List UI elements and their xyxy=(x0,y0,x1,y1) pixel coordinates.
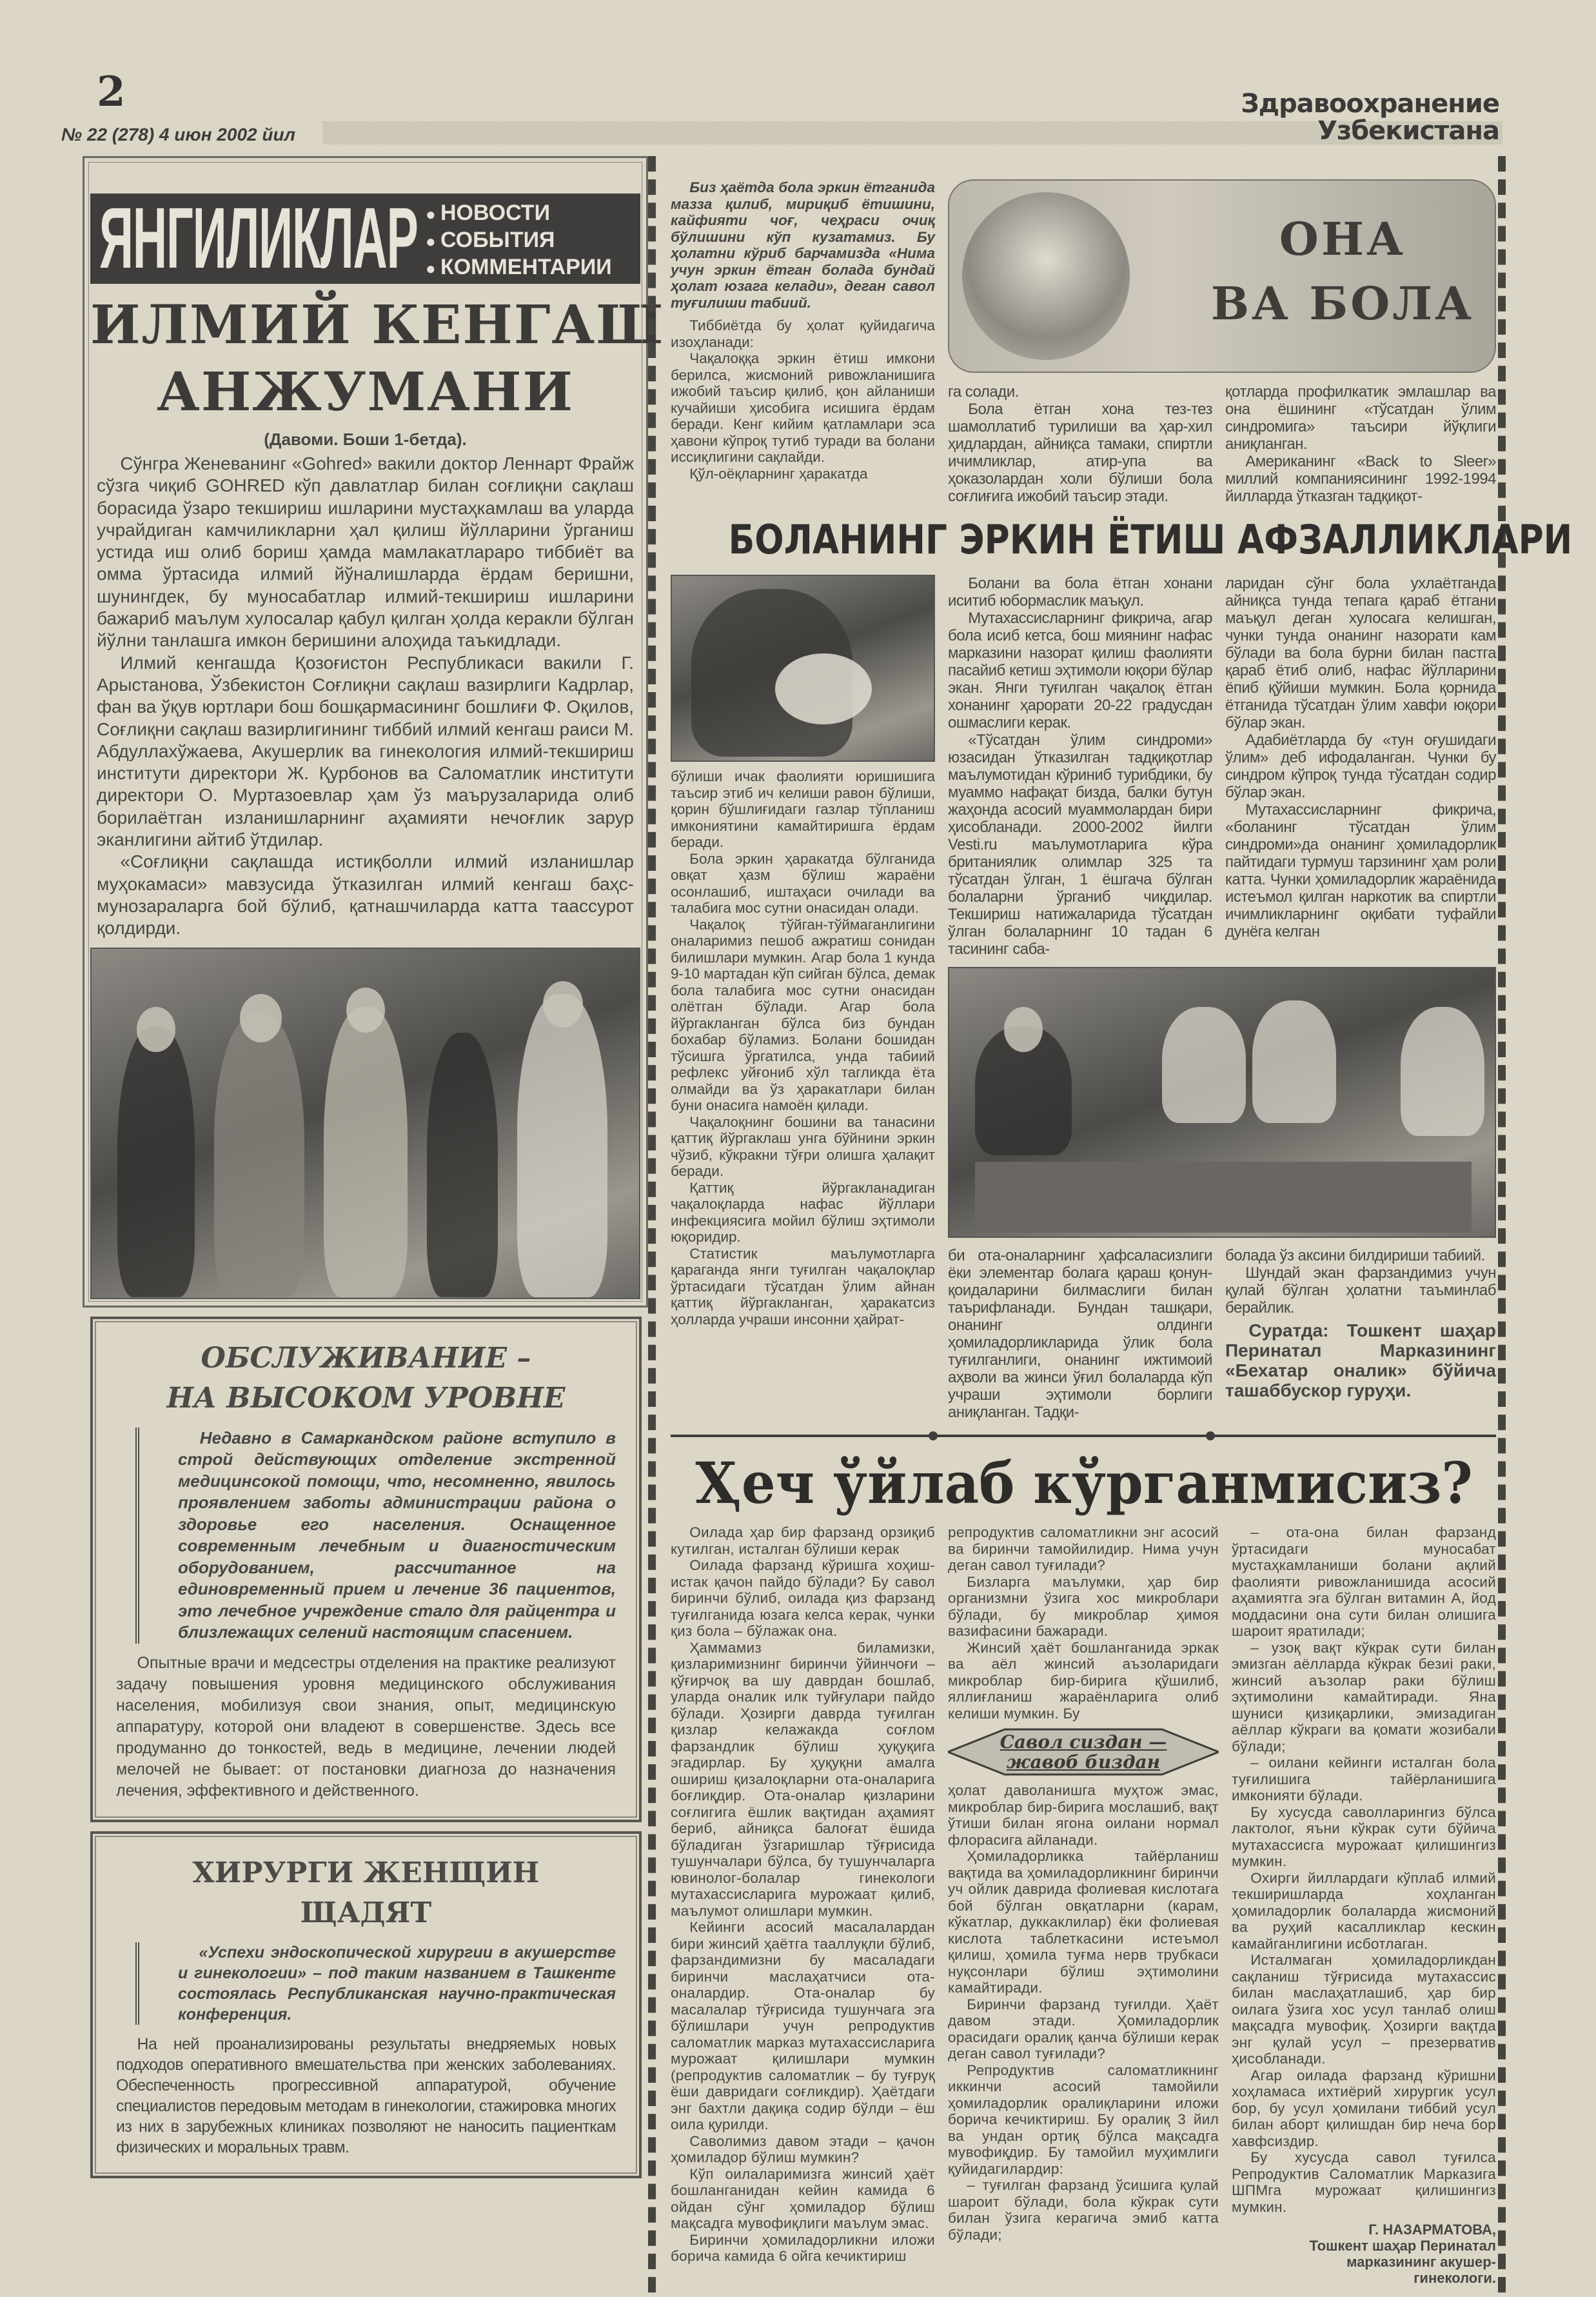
col4-bottom xyxy=(1225,1247,1496,1317)
paragraph: На ней проанализированы результаты внедряемых новых подходов оперативного вмешательства при женских заболеваниях. Обеспеченность прогрессивной аппаратурой, обучение специалистов передовым методам в гинекологии, стажировка многих из них в зарубежных клиниках позволяют не наносить пациенткам физических и моральных травм. xyxy=(116,2034,616,2156)
signature-name: Г. НАЗАРМАТОВА, xyxy=(1368,2222,1496,2238)
issue-date: № 22 (278) 4 июн 2002 йил xyxy=(61,124,295,144)
section-title-line1: ОНА xyxy=(1279,212,1406,266)
paragraph: Шундай экан фарзандимиз учун қулай бўлган ҳолатни таъминлаб берайлик. xyxy=(1225,1264,1496,1317)
paragraph: Исталмаган ҳомиладорликдан сақланиш тўғрисида мутахассис билан маслаҳатлашиб, ҳар бир оилага ўзига хос усул танлаб олиш мақсадга мувофиқ. Ҳозирги вақтда энг қулай усул – презерватив ҳисобланади. xyxy=(1232,1952,1496,2067)
masthead-line2: Узбекистана xyxy=(1317,116,1499,146)
photo-caption: Суратда: Тошкент шаҳар Перинатал Марказининг «Бехатар оналик» бўйича ташаббускор гуруҳи. xyxy=(1225,1320,1496,1400)
intro-column xyxy=(671,179,935,482)
qa-headline: Ҳеч ўйлаб кўрганмисиз? xyxy=(695,1449,1473,1516)
page-number: 2 xyxy=(97,68,126,116)
paragraph: Статистик маълумотларга қараганда янги туғилган чақалоқлар ўртасидаги тўсатдан ўлим айнан қаттиқ йўргакланган, ҳаракатсиз ҳолларда учраши инсонни ҳайрат- xyxy=(671,1245,935,1327)
service-article xyxy=(90,1317,642,1822)
paragraph: бўлиши ичак фаолияти юришишига таъсир этиб ич келиши равон бўлиши, қорин бўшлиғидаги газлар тўпланиш имкониятини камайтиришга ёрдам беради. xyxy=(671,768,935,850)
section-title-line2: ВА БОЛА xyxy=(1210,277,1475,330)
col4-top xyxy=(1225,383,1496,505)
surgeons-article xyxy=(90,1831,642,2178)
paragraph: Охирги йиллардаги кўплаб илмий текширишларда хоҳланган ҳомиладорлик болаларда жисмоний ва руҳий касалликлар кескин камайганлигини исботлаган. xyxy=(1232,1869,1496,1952)
paragraph: ҳолат даволанишга муҳтож эмас, микроблар бир-бирига мослашиб, вақт ўтиши билан ягона оилани нормал флорасига айланади. xyxy=(948,1782,1219,1848)
service-lead xyxy=(178,1427,616,1644)
paragraph: Бу хусусда саволларингиз бўлса лактолог, яъни кўкрак сути бўйича мутахассисга мурожаат қилишингиз мумкин. xyxy=(1232,1804,1496,1869)
col3-mid xyxy=(948,575,1212,958)
banner-items xyxy=(426,200,612,281)
paragraph: – туғилган фарзанд ўсишига қулай шароит бўлади, бола кўкрак сути билан ўзига керагича эмиб катта бўлади; xyxy=(948,2177,1219,2243)
service-title-line2: НА ВЫСОКОМ УРОВНЕ xyxy=(166,1381,566,1415)
paragraph: – оилани кейинги исталган бола туғилишига тайёрланишига имконияти бўлади. xyxy=(1232,1755,1496,1804)
mother-baby-photo xyxy=(671,575,935,762)
qa-badge-text xyxy=(948,1732,1219,1772)
masthead xyxy=(1241,90,1499,144)
section-title-box xyxy=(948,179,1496,373)
section-divider xyxy=(671,1430,1496,1442)
conference-photo xyxy=(90,948,640,1299)
qa-col2-bottom xyxy=(948,1782,1219,2243)
paragraph: ларидан сўнг бола ухлаётганда айниқса тунда тепага қараб ётгани маъқул деган хулосага келишган, чунки тунда онанинг назорати кам бўлади ва бола бурни билан пастга қараб ётиб олиб, нафас йўлларини ёпиб қўйиши мумкин. Бола қорнида ётганида тўсатдан ўлим хавфи юқори бўлар экан. xyxy=(1225,575,1496,731)
cols34-stack xyxy=(948,575,1496,1421)
paragraph: «Соғлиқни сақлашда истиқболли илмий изланишлар муҳокамаси» мавзусида ўтказилган илмий кенгаш баҳс-мунозараларга бой бўлиб, қатнашчиларда катта таассурот қолдирди. xyxy=(97,851,634,939)
surgeons-title-line2: ЩАДЯТ xyxy=(300,1896,432,1929)
paragraph: би ота-оналарнинг ҳафсаласизлиги ёки элементар болага қараш қонун-қоидаларини билмаслиги билан таърифланади. Бундан ташқари, онанинг олдинги ҳомиладорликларида ўлик бола туғилганлиги, онанинг ижтимоий аҳволи ва жинси ўғил болаларда кўп учраши эҳтимоли борлиги аниқланган. Тадқи- xyxy=(948,1247,1212,1421)
col4-mid xyxy=(1225,575,1496,940)
banner-item: ● СОБЫТИЯ xyxy=(426,227,612,254)
paragraph: Бизларга маълумки, ҳар бир организмни ўзига хос микроблари бўлади, бу микроблар ҳимоя вазифасини бажаради. xyxy=(948,1573,1219,1639)
divider-dot xyxy=(929,1431,938,1440)
paragraph: Недавно в Самаркандском районе вступило в строй действующих отделение экстренной медицинсокой помощи, что, несомненно, явилось проявлением заботы администрации района о здоровье его населения. Оснащенное современным лечебным и диагностическим оборудованием, рассчитанное на единовременный прием и лечение 36 пациентов, это лечебное учреждение стало для райцентра и близлежащих селений настоящим спасением. xyxy=(178,1427,616,1642)
paragraph: Қўл-оёқларнинг ҳаракатда xyxy=(689,465,868,482)
paragraph: – узоқ вақт кўкрак сути билан эмизган аёлларда кўкрак безиі раки, жинсий аъзолар раки бўлиш эҳтимолини камайтиради. Яна шуниси қизиқарлики, эмизадиган аёллар кўкраги ва қомати жозибали бўлади; xyxy=(1232,1639,1496,1755)
signature xyxy=(1232,2222,1496,2286)
mother-child-photo xyxy=(962,192,1130,360)
paragraph: Чақалоқнинг бошини ва танасини қаттиқ йўргаклаш унга бўйнини эркин чўзиб, кўкракни тўғри олишга ҳалақит беради. xyxy=(671,1113,935,1179)
paragraph: Биринчи фарзанд туғилди. Ҳаёт давом этади. Ҳомиладорлик орасидаги оралиқ қанча бўлиши керак деган савол туғилади? xyxy=(948,1996,1219,2062)
intro-lead xyxy=(671,179,935,311)
qa-badge xyxy=(948,1728,1219,1776)
paragraph: Чақалоққа эркин ётиш имкони берилса, жисмоний ривожланишига ижобий таъсир қилиб, қон айланиши кучайиши ҳисобига исишига ёрдам беради. Кенг кийим қатламлари эса ҳавони кўпроқ тутиб туради ва болани иссиқлигини сақлайди. xyxy=(671,350,935,465)
lead-bar xyxy=(135,1427,616,1644)
divider-line xyxy=(671,1435,1496,1437)
paragraph: Сўнгра Женеванинг «Gohred» вакили доктор Леннарт Фрайж сўзга чиқиб GOHRED кўп давлатлар билан соғлиқни сақлаш борасида ўзаро текшириш ишларини мустаҳкамлаш ва уларда учрайдиган камчиликларни ҳал қилиш йўлларини ўрганиш устида иш олиб бориш ҳамда мамлакатлараро тиббиёт ва омма ўртасида илмий йўналишларда ёрдам беришни, шунингдек, бу муносабатлар илмий-текшириш ишларини бажариб маълум хулосалар қабул қилган ҳолда керакли бўлган йўлни танлашга имкон беришини алоҳида таъкидлади. xyxy=(97,453,634,651)
paragraph: Кўп оилаларимизга жинсий ҳаёт бошланганидан кейин камида 6 ойдан сўнг ҳомиладор бўлиш мақсадга мувофиқлиги маълум эмас. xyxy=(671,2165,935,2231)
paragraph: Агар оилада фарзанд кўришни хоҳламаса ихтиёрий хирургик усул бор, бу усул ҳомилани тиббий усул билан аборт қилишдан бир неча бор хавфсиздир. xyxy=(1232,2067,1496,2149)
mid-columns xyxy=(948,575,1496,958)
paragraph: – ота-она билан фарзанд ўртасидаги муносабат мустаҳкамланиши болани ақлий фаолияти ривожланишида асосий аҳамиятга эга бўлган витамин А, йод моддасини она сути билан олишига шароит яратилади; xyxy=(1232,1524,1496,1639)
paragraph: Кейинги асосий масалалардан бири жинсий ҳаётга тааллуқли бўлиб, фарзандимизни бу масаладаги биринчи маслаҳатчиси ота-оналардир. Ота-оналар бу масалалар тўғрисида тушунчага эга бўлишлари учун репродуктив саломатлик марказ мутахассисларига мурожаат қилишлари мумкин (репродуктив саломатлик – бу туғруқ ёши давридаги соғликдир). Ҳаётдаги энг бахтли дақиқа содир бўлди – ёш оила қурилди. xyxy=(671,1919,935,2133)
qa-col1 xyxy=(671,1524,935,2265)
top-columns xyxy=(948,383,1496,505)
paragraph: Жинсий ҳаёт бошланганида эркак ва аёл жинсий аъзоларидаги микроблар бир-бирига қўшилиб, яллиғланиш жараёнларига олиб келиши мумкин. Бу xyxy=(948,1639,1219,1722)
right-section-frame xyxy=(648,156,1573,2292)
banner-title: ЯНГИЛИКЛАР xyxy=(99,194,418,284)
paragraph: га солади. xyxy=(948,383,1019,401)
col2-stack xyxy=(671,575,935,1327)
qa-badge-line2: жавоб биздан xyxy=(1006,1751,1161,1773)
paragraph: Қаттиқ йўргакланадиган чақалоқларда нафас йўллари инфекциясига мойил бўлиш эҳтимоли юқоридир. xyxy=(671,1179,935,1245)
col3-top xyxy=(948,383,1212,505)
paragraph: Чақалоқ тўйган-тўймаганлигини оналаримиз пешоб ажратиш сонидан билишлари мумкин. Агар бола 1 кунда 9-10 мартадан кўп сийган бўлса, демак бола талабига мос сутни онасидан олётган бўлади. Агар бола йўргакланган бўлса биз бундан бохабар бўламиз. Болани бошидан тўсишга ўргатилса, унда табиий рефлекс уйғониб хўл тагликда ёта олмайди ва ўз ҳаракатлари билан буни онасига намоён қилади. xyxy=(671,916,935,1113)
surgeons-lead xyxy=(178,1942,616,2025)
col2-body xyxy=(671,768,935,1327)
qa-col2-stack xyxy=(948,1524,1219,2243)
article-headline: БОЛАНИНГ ЭРКИН ЁТИШ АФЗАЛЛИКЛАРИ xyxy=(728,516,1573,563)
paragraph: «Успехи эндоскопической хирургии в акушерстве и гинекологии» – под таким названием в Ташкенте состоялась Республиканская научно-практическая конференция. xyxy=(178,1943,616,2024)
qa-col3-stack xyxy=(1232,1524,1496,2286)
paragraph: Ҳомиладорликка тайёрланиш вақтида ва ҳомиладорликнинг биринчи уч ойлик даврида фолиевая кислотага бой бўлган овқатларни (карам, кўкатлар, дуккаклилар) ёки фолиевая кислота таблеткасини истеъмол қилиш, ҳомила туғма нерв трубкаси нуқсонлари бўлиш эҳтимолини камайтиради. xyxy=(948,1848,1219,1996)
paragraph: репродуктив саломатликни энг асосий ва биринчи тамойилидир. Нима учун деган савол туғилади? xyxy=(948,1524,1219,1573)
bottom-columns xyxy=(948,1247,1496,1421)
paragraph: Мутахассисларнинг фикрича, «боланинг тўсатдан ўлим синдроми»да онанинг ҳомиладорлик пайтидаги турмуш тарзининг ҳам роли катта. Чунки ҳомиладорлик жараёнида истеъмол қилган наркотик ва спиртли ичимликларнинг оқибати туфайли дунёга келган xyxy=(1225,801,1496,940)
headline-line1: ИЛМИЙ КЕНГАШ xyxy=(90,294,665,356)
paragraph: Саволимиз давом этади – қачон ҳомиладор бўлиш мумкин? xyxy=(671,2133,935,2165)
news-body xyxy=(90,453,640,940)
paragraph: Биринчи ҳомиладорликни иложи борича камида 6 ойга кечиктириш xyxy=(671,2231,935,2264)
lead-bar xyxy=(135,1942,616,2025)
mother-child-top-row xyxy=(671,179,1496,505)
divider-dot xyxy=(1206,1431,1215,1440)
qa-badge-line1: Савол сиздан — xyxy=(1000,1731,1167,1753)
paragraph: Репродуктив саломатликнинг иккинчи асосий тамойили ҳомиладорлик оралиқларини иложи борича кечиктириш. Бу оралиқ 3 йил ва ундан ортиқ бўлса мақсадга мувофиқдир. Бу тамойил муҳимлиги қуйидагилардир: xyxy=(948,2062,1219,2177)
qa-row xyxy=(671,1524,1496,2286)
paragraph: Биз ҳаётда бола эркин ётганида мазза қилиб, мириқиб ётишини, кайфияти чоғ, чеҳраси очиқ бўлишини кўп кузатамиз. Бу ҳолатни кўриб барчамизда «Нима учун эркин ётган болада бундай ҳолат юзага келади», деган савол туғилиши табиий. xyxy=(671,179,935,311)
paragraph: Илмий кенгашда Қозоғистон Республикаси вакили Г. Арыстанова, Ўзбекистон Соғлиқни сақлаш вазирлиги Кадрлар, фан ва ўқув юртлари бош бошқармасининг бошлиғи Ф. Оқилов, Соғлиқни сақлаш вазирлигининг тиббий илмий кенгаш раиси М. Абдуллахўжаева, Акушерлик ва гинекология илмий-текшириш институти директори Ж. Қурбонов ва Саломатлик институти директори О. Муртазоевлар ҳам ўз маърузаларида олиб борилаётган изланишларнинг аҳамияти нечоғлик зарур эканлигини айтиб ўтдилар. xyxy=(97,652,634,850)
paragraph: болада ўз аксини билдириши табиий. xyxy=(1225,1247,1485,1264)
col4-bottom-stack xyxy=(1225,1247,1496,1400)
paragraph: Бола ётган хона тез-тез шамоллатиб турилиши ва ҳар-хил ҳидлардан, айниқса тамаки, спиртли ичимликлар, атир-упа ва ҳоказолардан холи бўлиши бола соғлиғига ижобий таъсир этади. xyxy=(948,401,1212,505)
intro-body xyxy=(671,317,935,482)
news-article-frame xyxy=(83,156,665,1308)
paragraph: Оилада ҳар бир фарзанд орзиқиб кутилган, исталган бўлиши керак xyxy=(671,1524,935,1557)
paragraph: Американинг «Back to Sleer» миллий компаниясининг 1992-1994 йилларда ўтказган тадқиқот- xyxy=(1225,453,1496,505)
paragraph: Опытные врачи и медсестры отделения на практике реализуют задачу повышения уровня медицинского обслуживания населения, мобилизуя свои знания, опыт, медицинскую аппаратуру, которой они владеют в совершенстве. Здесь все продуманно до тонкостей, ведь в медицине, лечении людей мелочей не бывает: от постановки диагноза до назначения лечения, эффективного и действенного. xyxy=(116,1653,616,1800)
left-column xyxy=(83,156,665,2178)
continuation-note: (Давоми. Боши 1-бетда). xyxy=(264,430,467,449)
banner-item: ● НОВОСТИ xyxy=(426,200,612,227)
paragraph: «Тўсатдан ўлим синдроми» юзасидан ўтказилган тадқиқотлар маълумотидан кўриниб турибдики, бу муаммо нафақат бизда, балки бутун жаҳонда асосий муаммолардан бири ҳисобланади. 2000-2002 йилги Vesti.ru маълумотларига кўра британиялик олимлар 325 та тўсатдан ўлган, 1 ёшгача бўлган болаларни ўрганиб чиқдилар. Текшириш натижаларида тўсатдан ўлган болаларнинг 10 тадан 6 тасининг саба- xyxy=(948,731,1212,958)
news-banner xyxy=(90,194,640,284)
paragraph: Адабиётларда бу «тун оғушидаги ўлим» деб ифодаланган. Чунки бу синдром кўпроқ тунда тўсатдан содир бўлар экан. xyxy=(1225,731,1496,801)
headline-line2: АНЖУМАНИ xyxy=(157,361,574,423)
surgeons-body xyxy=(116,2034,616,2158)
signature-title: Тошкент шаҳар Перинатал марказининг акушер-гинекологи. xyxy=(1309,2238,1496,2286)
title-and-columns xyxy=(948,179,1496,505)
paragraph: Тиббиётда бу ҳолат қуйидагича изоҳланади: xyxy=(671,317,935,350)
group-photo xyxy=(948,967,1496,1238)
mother-child-main-row xyxy=(671,575,1496,1421)
masthead-line1: Здравоохранение xyxy=(1241,89,1499,119)
paragraph: Ҳаммамиз биламизки, қизларимизнинг биринчи ўйинчоғи – қўғирчоқ ва шу даврдан бошлаб, уларда оналик илк туйғулари пайдо бўлади. Ҳозирги даврда туғилган қизлар келажакда соғлом фарзандлик бўлиш ҳуқуқига эгадирлар. Бу ҳуқуқни амалга ошириш қизалоқларни ота-оналарига боғлиқдир. Ота-оналар қизларини соғлигига ёшлик вақтидан аҳамият бериб, айниқса балоғат ёшида бўладиган ўзгаришлар тўғрисида тушунчалари бўлса, бу тушунчаларга ювинолог-болалар гинекологи мутахассисларига мурожаат қилиб, маълумот олишлари мумкин. xyxy=(671,1639,935,1919)
col3-bottom xyxy=(948,1247,1212,1421)
service-body xyxy=(116,1653,616,1802)
service-title-line1: ОБСЛУЖИВАНИЕ – xyxy=(201,1341,531,1375)
paragraph: Бу хусусда савол туғилса Репродуктив Саломатлик Марказига ШПМга мурожаат қилишингиз мумкин. xyxy=(1232,2149,1496,2215)
banner-item: ● КОММЕНТАРИИ xyxy=(426,254,612,281)
paragraph: Бола эркин ҳаракатда бўлганида овқат ҳазм бўлиш жараёни осонлашиб, иштаҳаси очилади ва талабига мос сутни онасидан олади. xyxy=(671,850,935,916)
surgeons-title-line1: ХИРУРГИ ЖЕНЩИН xyxy=(192,1856,540,1889)
paragraph: Мутахассисларнинг фикрича, агар бола исиб кетса, бош миянинг нафас марказини назорат қилиш фаолияти пасайиб кетиш эҳтимоли юқори бўлар экан. Янги туғилган чақалоқ ётган хонанинг ҳарорати 20-22 градусдан ошмаслиги керак. xyxy=(948,610,1212,731)
paragraph: Болани ва бола ётган хонани иситиб юбормаслик маъқул. xyxy=(948,575,1212,610)
paragraph: Оилада фарзанд кўришга хоҳиш-истак қачон пайдо бўлади? Бу савол биринчи бўлиб, оилада қиз фарзанд туғилганида юзага келса керак, чунки қиз бола – бўлажак она. xyxy=(671,1557,935,1639)
qa-col2-top xyxy=(948,1524,1219,1722)
qa-col3 xyxy=(1232,1524,1496,2215)
paragraph: қотларда профилкатик эмлашлар ва она ёшининг «тўсатдан ўлим синдромига» таъсири йўқлиги аниқланган. xyxy=(1225,383,1496,453)
